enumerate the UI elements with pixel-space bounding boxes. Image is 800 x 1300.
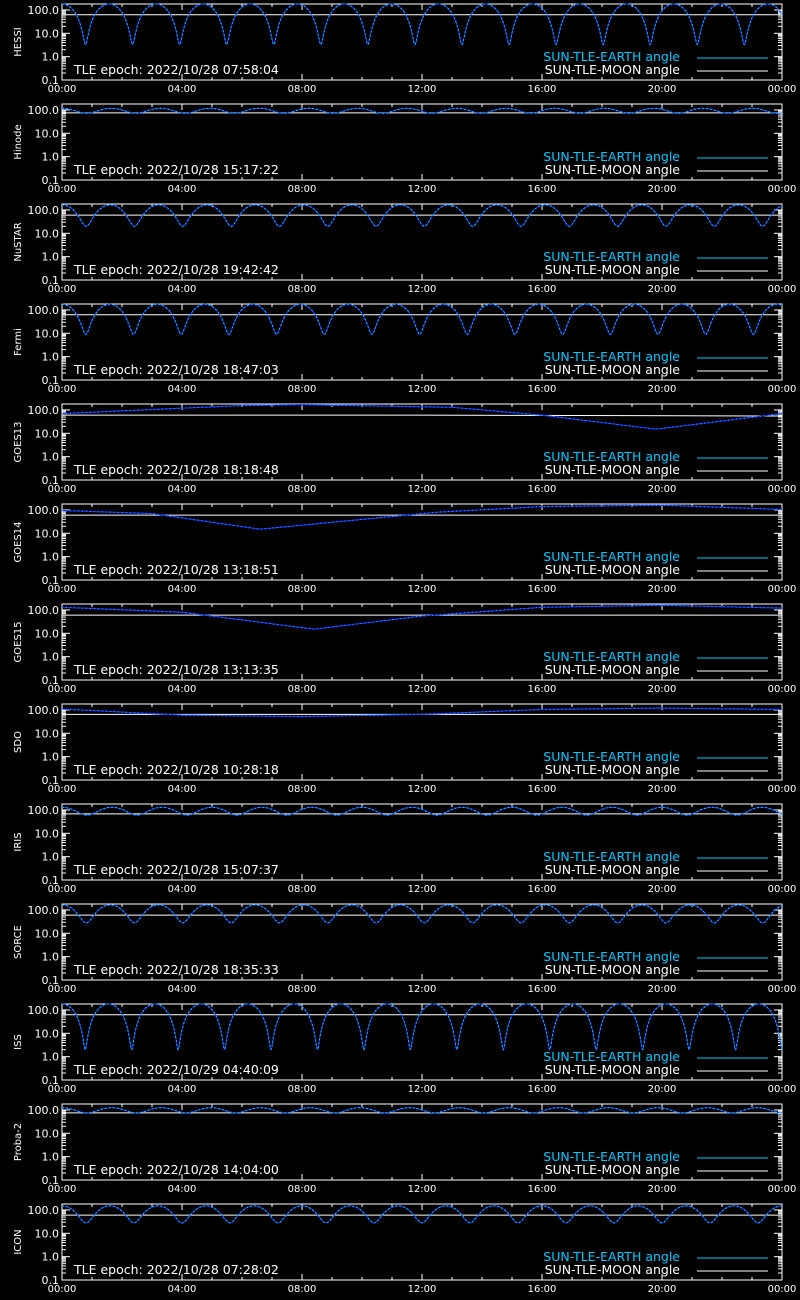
x-tick-label: 16:00 (527, 684, 557, 695)
satellite-label: GOES13 (13, 421, 24, 463)
y-tick-label: 0.1 (41, 174, 59, 187)
chart-panel-hinode (0, 100, 800, 200)
x-tick-label: 20:00 (647, 584, 677, 595)
legend-moon-label: SUN-TLE-MOON angle (544, 362, 680, 377)
x-tick-label: 12:00 (407, 784, 437, 795)
legend-earth-label: SUN-TLE-EARTH angle (543, 949, 680, 964)
y-tick-label: 1.0 (41, 650, 59, 664)
epoch-label: TLE epoch: 2022/10/28 19:42:42 (74, 262, 279, 277)
legend-moon-label: SUN-TLE-MOON angle (544, 62, 680, 77)
epoch-label: TLE epoch: 2022/10/28 13:13:35 (74, 662, 279, 677)
x-tick-label: 04:00 (167, 184, 197, 195)
x-tick-label: 00:00 (767, 684, 797, 695)
chart-panel-iss (0, 1000, 800, 1100)
y-tick-label: 100.0 (27, 3, 59, 17)
y-tick-label: 1.0 (41, 850, 59, 864)
y-tick-label: 100.0 (27, 403, 59, 417)
legend-moon-label: SUN-TLE-MOON angle (544, 462, 680, 477)
y-tick-label: 100.0 (27, 203, 59, 217)
x-tick-label: 20:00 (647, 684, 677, 695)
legend-moon-label: SUN-TLE-MOON angle (544, 1162, 680, 1177)
y-tick-label: 100.0 (27, 503, 59, 517)
x-tick-label: 04:00 (167, 84, 197, 95)
y-tick-label: 100.0 (27, 603, 59, 617)
chart-panel-goes14 (0, 500, 800, 600)
legend-earth-label: SUN-TLE-EARTH angle (543, 1149, 680, 1164)
x-tick-label: 12:00 (407, 184, 437, 195)
x-tick-label: 16:00 (527, 184, 557, 195)
x-tick-label: 20:00 (647, 784, 677, 795)
series-earth-angle-dip (62, 4, 782, 45)
y-tick-label: 0.1 (41, 574, 59, 587)
x-tick-label: 08:00 (287, 84, 317, 95)
x-tick-label: 00:00 (767, 1284, 797, 1295)
x-tick-label: 12:00 (407, 1184, 437, 1195)
chart-panel-sorce (0, 900, 800, 1000)
epoch-label: TLE epoch: 2022/10/28 14:04:00 (74, 1162, 279, 1177)
x-tick-label: 08:00 (287, 284, 317, 295)
x-tick-label: 00:00 (47, 284, 77, 295)
y-tick-label: 0.1 (41, 774, 59, 787)
x-tick-label: 00:00 (47, 1184, 77, 1195)
x-tick-label: 08:00 (287, 684, 317, 695)
y-tick-label: 1.0 (41, 450, 59, 464)
y-tick-label: 10.0 (34, 127, 59, 141)
y-tick-label: 100.0 (27, 703, 59, 717)
epoch-label: TLE epoch: 2022/10/28 10:28:18 (74, 762, 279, 777)
x-tick-label: 00:00 (767, 484, 797, 495)
y-tick-label: 10.0 (34, 427, 59, 441)
x-tick-label: 20:00 (647, 984, 677, 995)
y-tick-label: 1.0 (41, 350, 59, 364)
y-tick-label: 0.1 (41, 1174, 59, 1187)
legend-earth-label: SUN-TLE-EARTH angle (543, 449, 680, 464)
epoch-label: TLE epoch: 2022/10/28 07:28:02 (74, 1262, 279, 1277)
x-tick-label: 00:00 (767, 384, 797, 395)
x-tick-label: 00:00 (47, 984, 77, 995)
legend-moon-label: SUN-TLE-MOON angle (544, 1262, 680, 1277)
y-tick-label: 10.0 (34, 27, 59, 41)
y-tick-label: 1.0 (41, 550, 59, 564)
x-tick-label: 20:00 (647, 284, 677, 295)
x-tick-label: 00:00 (47, 384, 77, 395)
x-tick-label: 12:00 (407, 584, 437, 595)
x-tick-label: 08:00 (287, 484, 317, 495)
x-tick-label: 20:00 (647, 484, 677, 495)
epoch-label: TLE epoch: 2022/10/28 15:07:37 (74, 862, 279, 877)
y-tick-label: 10.0 (34, 1227, 59, 1241)
satellite-label: ISS (13, 1034, 24, 1050)
y-tick-label: 10.0 (34, 627, 59, 641)
satellite-label: IRIS (13, 832, 24, 852)
x-tick-label: 16:00 (527, 584, 557, 595)
legend-earth-label: SUN-TLE-EARTH angle (543, 1249, 680, 1264)
x-tick-label: 16:00 (527, 84, 557, 95)
legend-earth-label: SUN-TLE-EARTH angle (543, 49, 680, 64)
epoch-label: TLE epoch: 2022/10/28 18:35:33 (74, 962, 279, 977)
legend-earth-label: SUN-TLE-EARTH angle (543, 749, 680, 764)
satellite-label: GOES14 (13, 521, 24, 563)
legend-earth-label: SUN-TLE-EARTH angle (543, 549, 680, 564)
x-tick-label: 20:00 (647, 1184, 677, 1195)
x-tick-label: 12:00 (407, 1284, 437, 1295)
y-tick-label: 0.1 (41, 1074, 59, 1087)
x-tick-label: 04:00 (167, 384, 197, 395)
x-tick-label: 04:00 (167, 784, 197, 795)
y-tick-label: 10.0 (34, 727, 59, 741)
satellite-label: SORCE (13, 925, 24, 959)
epoch-label: TLE epoch: 2022/10/28 07:58:04 (74, 62, 279, 77)
legend-earth-label: SUN-TLE-EARTH angle (543, 849, 680, 864)
x-tick-label: 16:00 (527, 384, 557, 395)
satellite-label: Fermi (13, 328, 24, 356)
x-tick-label: 04:00 (167, 284, 197, 295)
x-tick-label: 08:00 (287, 784, 317, 795)
series-moon-angle (62, 415, 782, 416)
x-tick-label: 12:00 (407, 984, 437, 995)
x-tick-label: 08:00 (287, 884, 317, 895)
epoch-label: TLE epoch: 2022/10/29 04:40:09 (74, 1062, 279, 1077)
x-tick-label: 08:00 (287, 384, 317, 395)
chart-panel-hessi (0, 0, 800, 100)
x-tick-label: 12:00 (407, 84, 437, 95)
y-tick-label: 1.0 (41, 750, 59, 764)
y-tick-label: 0.1 (41, 674, 59, 687)
x-tick-label: 08:00 (287, 1184, 317, 1195)
x-tick-label: 04:00 (167, 1284, 197, 1295)
legend-moon-label: SUN-TLE-MOON angle (544, 1062, 680, 1077)
y-tick-label: 100.0 (27, 103, 59, 117)
legend-moon-label: SUN-TLE-MOON angle (544, 762, 680, 777)
x-tick-label: 04:00 (167, 484, 197, 495)
x-tick-label: 16:00 (527, 284, 557, 295)
epoch-label: TLE epoch: 2022/10/28 15:17:22 (74, 162, 279, 177)
x-tick-label: 00:00 (767, 584, 797, 595)
x-tick-label: 04:00 (167, 1184, 197, 1195)
y-tick-label: 1.0 (41, 1050, 59, 1064)
y-tick-label: 1.0 (41, 250, 59, 264)
legend-moon-label: SUN-TLE-MOON angle (544, 162, 680, 177)
x-tick-label: 20:00 (647, 884, 677, 895)
x-tick-label: 20:00 (647, 1284, 677, 1295)
x-tick-label: 04:00 (167, 584, 197, 595)
x-tick-label: 00:00 (47, 884, 77, 895)
y-tick-label: 10.0 (34, 527, 59, 541)
x-tick-label: 00:00 (767, 184, 797, 195)
x-tick-label: 00:00 (767, 984, 797, 995)
satellite-label: SDO (13, 731, 24, 753)
x-tick-label: 20:00 (647, 384, 677, 395)
series-earth-angle-dip (62, 1004, 782, 1050)
x-tick-label: 16:00 (527, 1184, 557, 1195)
legend-earth-label: SUN-TLE-EARTH angle (543, 149, 680, 164)
y-tick-label: 0.1 (41, 74, 59, 87)
x-tick-label: 00:00 (47, 84, 77, 95)
x-tick-label: 12:00 (407, 684, 437, 695)
chart-panel-goes15 (0, 600, 800, 700)
y-tick-label: 10.0 (34, 927, 59, 941)
x-tick-label: 00:00 (47, 1084, 77, 1095)
x-tick-label: 12:00 (407, 884, 437, 895)
x-tick-label: 12:00 (407, 484, 437, 495)
satellite-label: Proba-2 (13, 1122, 24, 1162)
y-tick-label: 10.0 (34, 1027, 59, 1041)
epoch-label: TLE epoch: 2022/10/28 18:18:48 (74, 462, 279, 477)
x-tick-label: 08:00 (287, 584, 317, 595)
x-tick-label: 16:00 (527, 1084, 557, 1095)
x-tick-label: 00:00 (767, 284, 797, 295)
y-tick-label: 1.0 (41, 950, 59, 964)
chart-panel-goes13 (0, 400, 800, 500)
y-tick-label: 100.0 (27, 303, 59, 317)
satellite-label: NuSTAR (13, 222, 24, 262)
chart-panel-proba-2 (0, 1100, 800, 1200)
legend-earth-label: SUN-TLE-EARTH angle (543, 1049, 680, 1064)
y-tick-label: 10.0 (34, 827, 59, 841)
y-tick-label: 1.0 (41, 1250, 59, 1264)
epoch-label: TLE epoch: 2022/10/28 13:18:51 (74, 562, 279, 577)
x-tick-label: 00:00 (47, 584, 77, 595)
chart-panel-nustar (0, 200, 800, 300)
y-tick-label: 0.1 (41, 974, 59, 987)
legend-earth-label: SUN-TLE-EARTH angle (543, 649, 680, 664)
x-tick-label: 16:00 (527, 784, 557, 795)
x-tick-label: 00:00 (767, 1184, 797, 1195)
x-tick-label: 00:00 (47, 1284, 77, 1295)
x-tick-label: 20:00 (647, 1084, 677, 1095)
legend-moon-label: SUN-TLE-MOON angle (544, 962, 680, 977)
chart-panel-iris (0, 800, 800, 900)
series-earth-angle (62, 4, 782, 45)
x-tick-label: 12:00 (407, 384, 437, 395)
x-tick-label: 04:00 (167, 684, 197, 695)
x-tick-label: 16:00 (527, 484, 557, 495)
epoch-label: TLE epoch: 2022/10/28 18:47:03 (74, 362, 279, 377)
x-tick-label: 08:00 (287, 1284, 317, 1295)
satellite-label: GOES15 (13, 621, 24, 663)
y-tick-label: 10.0 (34, 227, 59, 241)
satellite-label: Hinode (13, 124, 24, 160)
y-tick-label: 100.0 (27, 1003, 59, 1017)
legend-earth-label: SUN-TLE-EARTH angle (543, 349, 680, 364)
x-tick-label: 20:00 (647, 184, 677, 195)
y-tick-label: 1.0 (41, 150, 59, 164)
y-tick-label: 100.0 (27, 1103, 59, 1117)
y-tick-label: 0.1 (41, 874, 59, 887)
chart-panel-fermi (0, 300, 800, 400)
x-tick-label: 08:00 (287, 184, 317, 195)
x-tick-label: 16:00 (527, 1284, 557, 1295)
y-tick-label: 10.0 (34, 1127, 59, 1141)
x-tick-label: 00:00 (47, 784, 77, 795)
y-tick-label: 1.0 (41, 50, 59, 64)
legend-moon-label: SUN-TLE-MOON angle (544, 862, 680, 877)
legend-earth-label: SUN-TLE-EARTH angle (543, 249, 680, 264)
y-tick-label: 100.0 (27, 803, 59, 817)
x-tick-label: 04:00 (167, 884, 197, 895)
x-tick-label: 00:00 (47, 484, 77, 495)
x-tick-label: 08:00 (287, 984, 317, 995)
x-tick-label: 04:00 (167, 1084, 197, 1095)
x-tick-label: 08:00 (287, 1084, 317, 1095)
chart-panel-icon (0, 1200, 800, 1300)
x-tick-label: 16:00 (527, 984, 557, 995)
y-tick-label: 0.1 (41, 274, 59, 287)
x-tick-label: 00:00 (767, 884, 797, 895)
y-tick-label: 0.1 (41, 374, 59, 387)
x-tick-label: 00:00 (767, 784, 797, 795)
x-tick-label: 20:00 (647, 84, 677, 95)
x-tick-label: 16:00 (527, 884, 557, 895)
x-tick-label: 12:00 (407, 284, 437, 295)
legend-moon-label: SUN-TLE-MOON angle (544, 662, 680, 677)
x-tick-label: 00:00 (767, 84, 797, 95)
chart-panel-sdo (0, 700, 800, 800)
x-tick-label: 04:00 (167, 984, 197, 995)
satellite-label: ICON (13, 1229, 24, 1255)
satellite-label: HESSI (13, 27, 24, 57)
y-tick-label: 100.0 (27, 903, 59, 917)
y-tick-label: 1.0 (41, 1150, 59, 1164)
x-tick-label: 00:00 (767, 1084, 797, 1095)
x-tick-label: 00:00 (47, 184, 77, 195)
x-tick-label: 12:00 (407, 1084, 437, 1095)
legend-moon-label: SUN-TLE-MOON angle (544, 262, 680, 277)
y-tick-label: 0.1 (41, 474, 59, 487)
y-tick-label: 0.1 (41, 1274, 59, 1287)
y-tick-label: 10.0 (34, 327, 59, 341)
x-tick-label: 00:00 (47, 684, 77, 695)
y-tick-label: 100.0 (27, 1203, 59, 1217)
legend-moon-label: SUN-TLE-MOON angle (544, 562, 680, 577)
